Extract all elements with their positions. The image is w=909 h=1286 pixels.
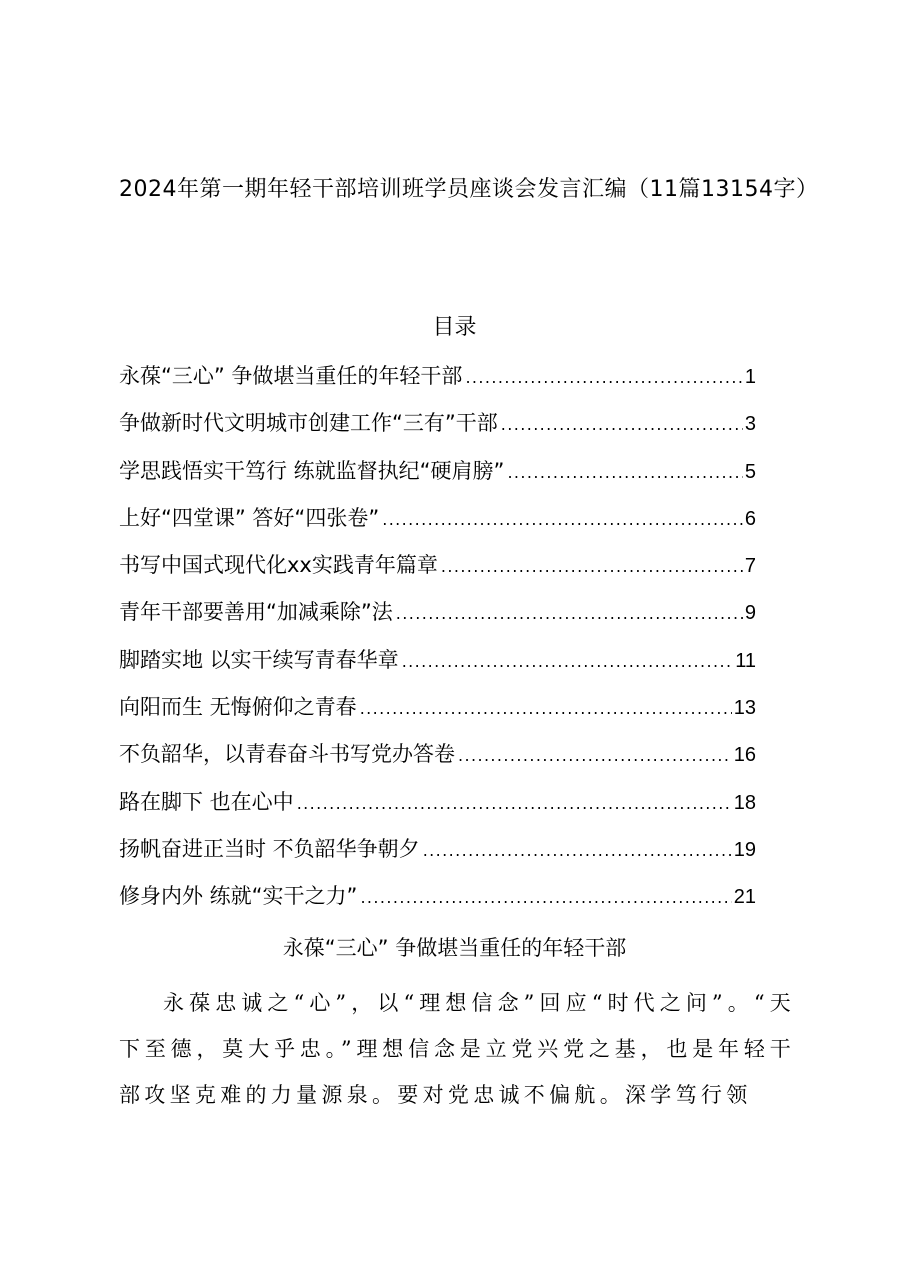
toc-page-number: 16: [733, 744, 756, 767]
toc-page-number: 3: [744, 413, 756, 436]
toc-entry[interactable]: [119, 736, 756, 783]
toc-entry-title: 书写中国式现代化xx实践青年篇章: [119, 553, 438, 578]
toc-page-number: 9: [744, 602, 756, 625]
toc-dot-leader: [501, 407, 743, 443]
toc-dot-leader: [465, 360, 742, 396]
toc-page-number: 19: [733, 838, 756, 861]
toc-entry[interactable]: [119, 878, 756, 925]
toc-dot-leader: [441, 549, 743, 585]
toc-entry[interactable]: [119, 405, 756, 452]
toc-page-number: 1: [744, 366, 756, 388]
toc-entry[interactable]: [119, 453, 756, 500]
toc-entry-title: 脚踏实地 以实干续写青春华章: [119, 647, 399, 672]
toc-dot-leader: [360, 691, 732, 727]
toc-entry-title: 路在脚下 也在心中: [119, 789, 294, 814]
toc-entry-title: 向阳而生 无悔俯仰之青春: [119, 695, 357, 720]
toc-entry[interactable]: [119, 547, 756, 594]
toc-page-number: 11: [735, 649, 756, 672]
toc-page-number: 7: [744, 555, 756, 578]
toc-entry-title: 永葆“三心” 争做堪当重任的年轻干部: [119, 364, 463, 388]
toc-entry-title: 上好“四堂课” 答好“四张卷”: [119, 505, 380, 530]
toc-dot-leader: [396, 596, 743, 632]
toc-entry[interactable]: [119, 784, 756, 831]
toc-entry[interactable]: [119, 358, 756, 405]
article-title: 永葆“三心” 争做堪当重任的年轻干部: [282, 936, 627, 960]
toc-dot-leader: [423, 833, 732, 869]
toc-entry-title: 不负韶华，以青春奋斗书写党办答卷: [119, 742, 455, 767]
toc-entry[interactable]: [119, 594, 756, 641]
toc-page-number: 21: [733, 886, 756, 909]
toc-dot-leader: [458, 738, 732, 774]
toc-page-number: 18: [733, 791, 756, 814]
toc-entry[interactable]: [119, 642, 756, 689]
toc-entry[interactable]: [119, 500, 756, 547]
toc-entry-title: 修身内外 练就“实干之力”: [119, 884, 358, 909]
document-title: 2024年第一期年轻干部培训班学员座谈会发言汇编（11篇13154字）: [119, 177, 819, 202]
toc-entry[interactable]: [119, 831, 756, 878]
toc-heading: 目录: [432, 315, 477, 340]
toc-dot-leader: [382, 502, 743, 538]
toc-entry-title: 学思践悟实干笃行 练就监督执纪“硬肩膀”: [119, 458, 505, 483]
toc-entry-title: 争做新时代文明城市创建工作“三有”干部: [119, 411, 498, 436]
toc-dot-leader: [360, 880, 731, 916]
toc-entry-title: 扬帆奋进正当时 不负韶华争朝夕: [119, 836, 420, 861]
article-paragraph: 永葆忠诚之“心”，以“理想信念”回应“时代之问”。“天下至德，莫大乎忠。”理想信念是立党兴党之基，也是年轻干部攻坚克难的力量源泉。要对党忠诚不偏航。深学笃行领: [119, 991, 795, 1107]
toc-page-number: 13: [733, 697, 756, 720]
toc-page-number: 6: [744, 507, 756, 530]
toc-dot-leader: [402, 644, 734, 680]
table-of-contents: [119, 358, 756, 926]
toc-dot-leader: [507, 455, 742, 491]
toc-page-number: 5: [744, 460, 756, 483]
toc-entry-title: 青年干部要善用“加减乘除”法: [119, 600, 393, 625]
toc-dot-leader: [297, 786, 732, 822]
toc-entry[interactable]: [119, 689, 756, 736]
